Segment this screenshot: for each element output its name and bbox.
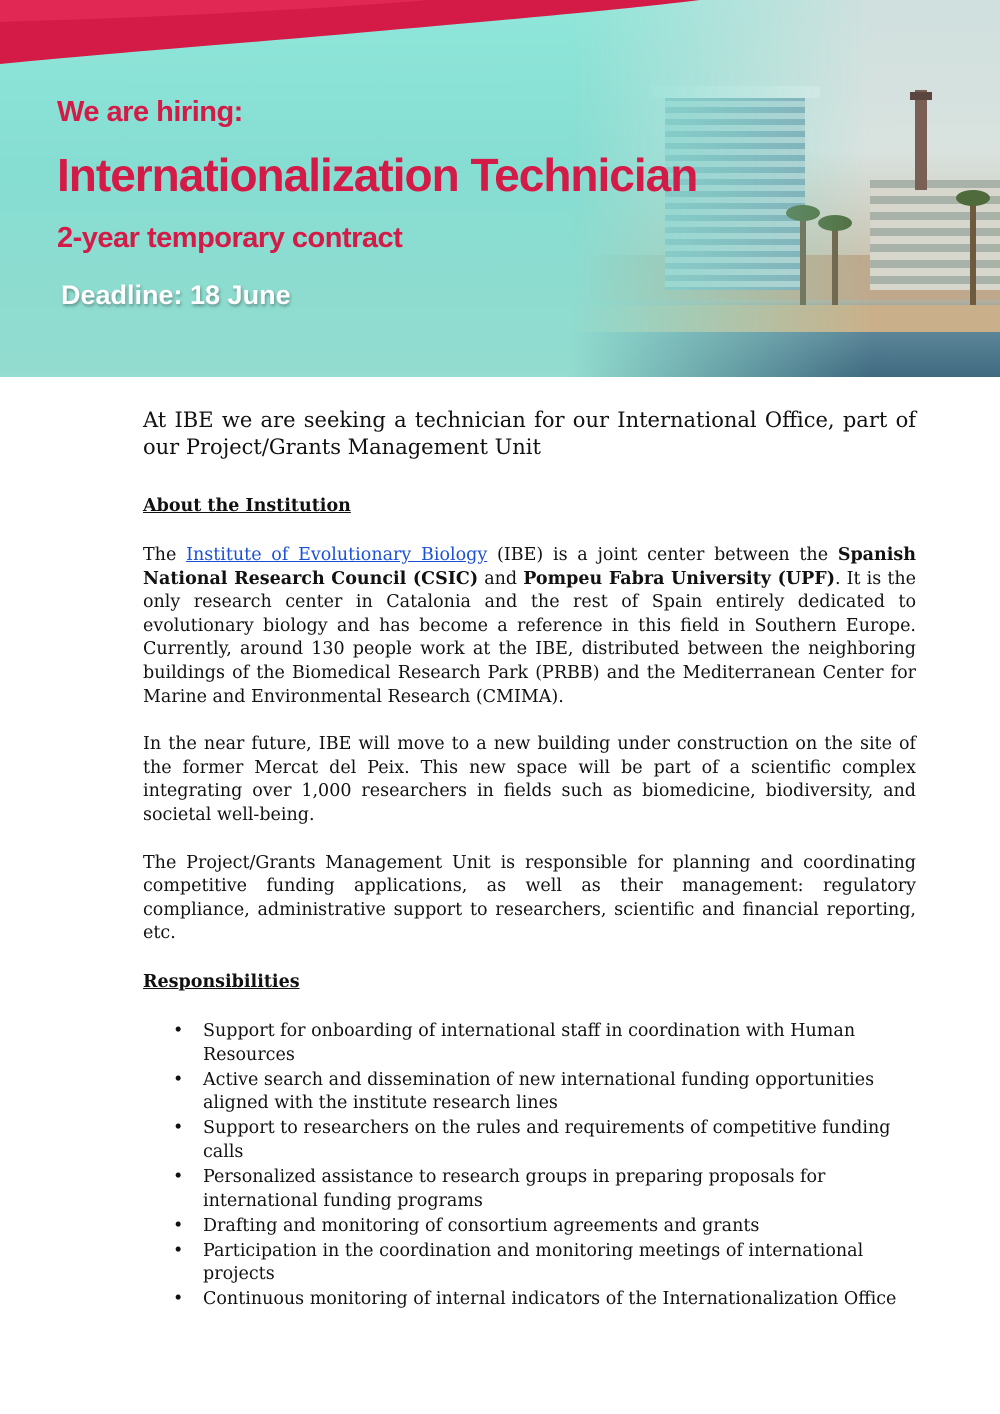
about-paragraph-2: In the near future, IBE will move to a new building under construction on the site of the former Mercat del Peix. This new space will be part of a scientific complex integrating over 1,000 researchers in fields such as biomedicine, biodiversity, and societal well-being. (143, 734, 916, 825)
list-item: • Drafting and monitoring of consortium agreements and grants (143, 1215, 916, 1239)
bullet-icon: • (173, 1069, 184, 1090)
list-item: • Support to researchers on the rules and requirements of competitive funding calls (173, 1118, 891, 1162)
responsibilities-list (143, 1020, 916, 1312)
responsibilities-heading: Responsibilities (143, 971, 300, 992)
bullet-icon: • (173, 1118, 184, 1139)
banner-deadline: Deadline: 18 June (61, 280, 291, 310)
list-item: • Continuous monitoring of internal indicators of the Internationalization Office (143, 1288, 916, 1312)
about-paragraph-3: The Project/Grants Management Unit is responsible for planning and coordinating competitive funding applications, as well as their management: regulatory compliance, administrative support to researchers, scientific and financial reporting, etc. (143, 852, 916, 944)
bullet-icon: • (173, 1215, 184, 1236)
list-item: • Personalized assistance to research groups in preparing proposals for international funding programs (173, 1166, 826, 1211)
bullet-icon: • (173, 1289, 184, 1310)
about-heading: About the Institution (143, 496, 351, 516)
list-item: • Support for onboarding of international staff in coordination with Human Resources (173, 1020, 856, 1065)
red-wave-shape (0, 0, 1000, 70)
intro-paragraph: At IBE we are seeking a technician for our International Office, part of our Project/Grants Management Unit (143, 408, 916, 459)
banner-hiring-label: We are hiring: (57, 96, 243, 128)
upf-name: Pompeu Fabra University (UPF) (523, 568, 835, 589)
about-paragraph-1: The Institute of Evolutionary Biology (IBE) is a joint center between the Spanish National Research Council (CSIC) and Pompeu Fabra University (UPF). It is the only research center in Catalonia and the rest of Spain entirely dedicated to evolutionary biology and has become a reference in this field in Southern Europe. Currently, around 130 people work at the IBE, distributed between the neighboring buildings of the Biomedical Research Park (PRBB) and the Mediterranean Center for Marine and Environmental Research (CMIMA). (143, 545, 916, 707)
csic-name: Spanish National Research Council (CSIC) (143, 545, 916, 589)
bullet-icon: • (173, 1240, 184, 1261)
banner-contract-type: 2-year temporary contract (57, 222, 403, 254)
list-item: • Participation in the coordination and monitoring meetings of international projects (173, 1240, 864, 1285)
bullet-icon: • (173, 1166, 184, 1187)
header-banner (0, 0, 1000, 377)
banner-job-title: Internationalization Technician (57, 149, 698, 201)
document-body (143, 407, 916, 1314)
ibe-link[interactable]: Institute of Evolutionary Biology (186, 545, 488, 565)
list-item: • Active search and dissemination of new international funding opportunities aligned with the institute research lines (173, 1069, 875, 1114)
bullet-icon: • (173, 1020, 184, 1041)
